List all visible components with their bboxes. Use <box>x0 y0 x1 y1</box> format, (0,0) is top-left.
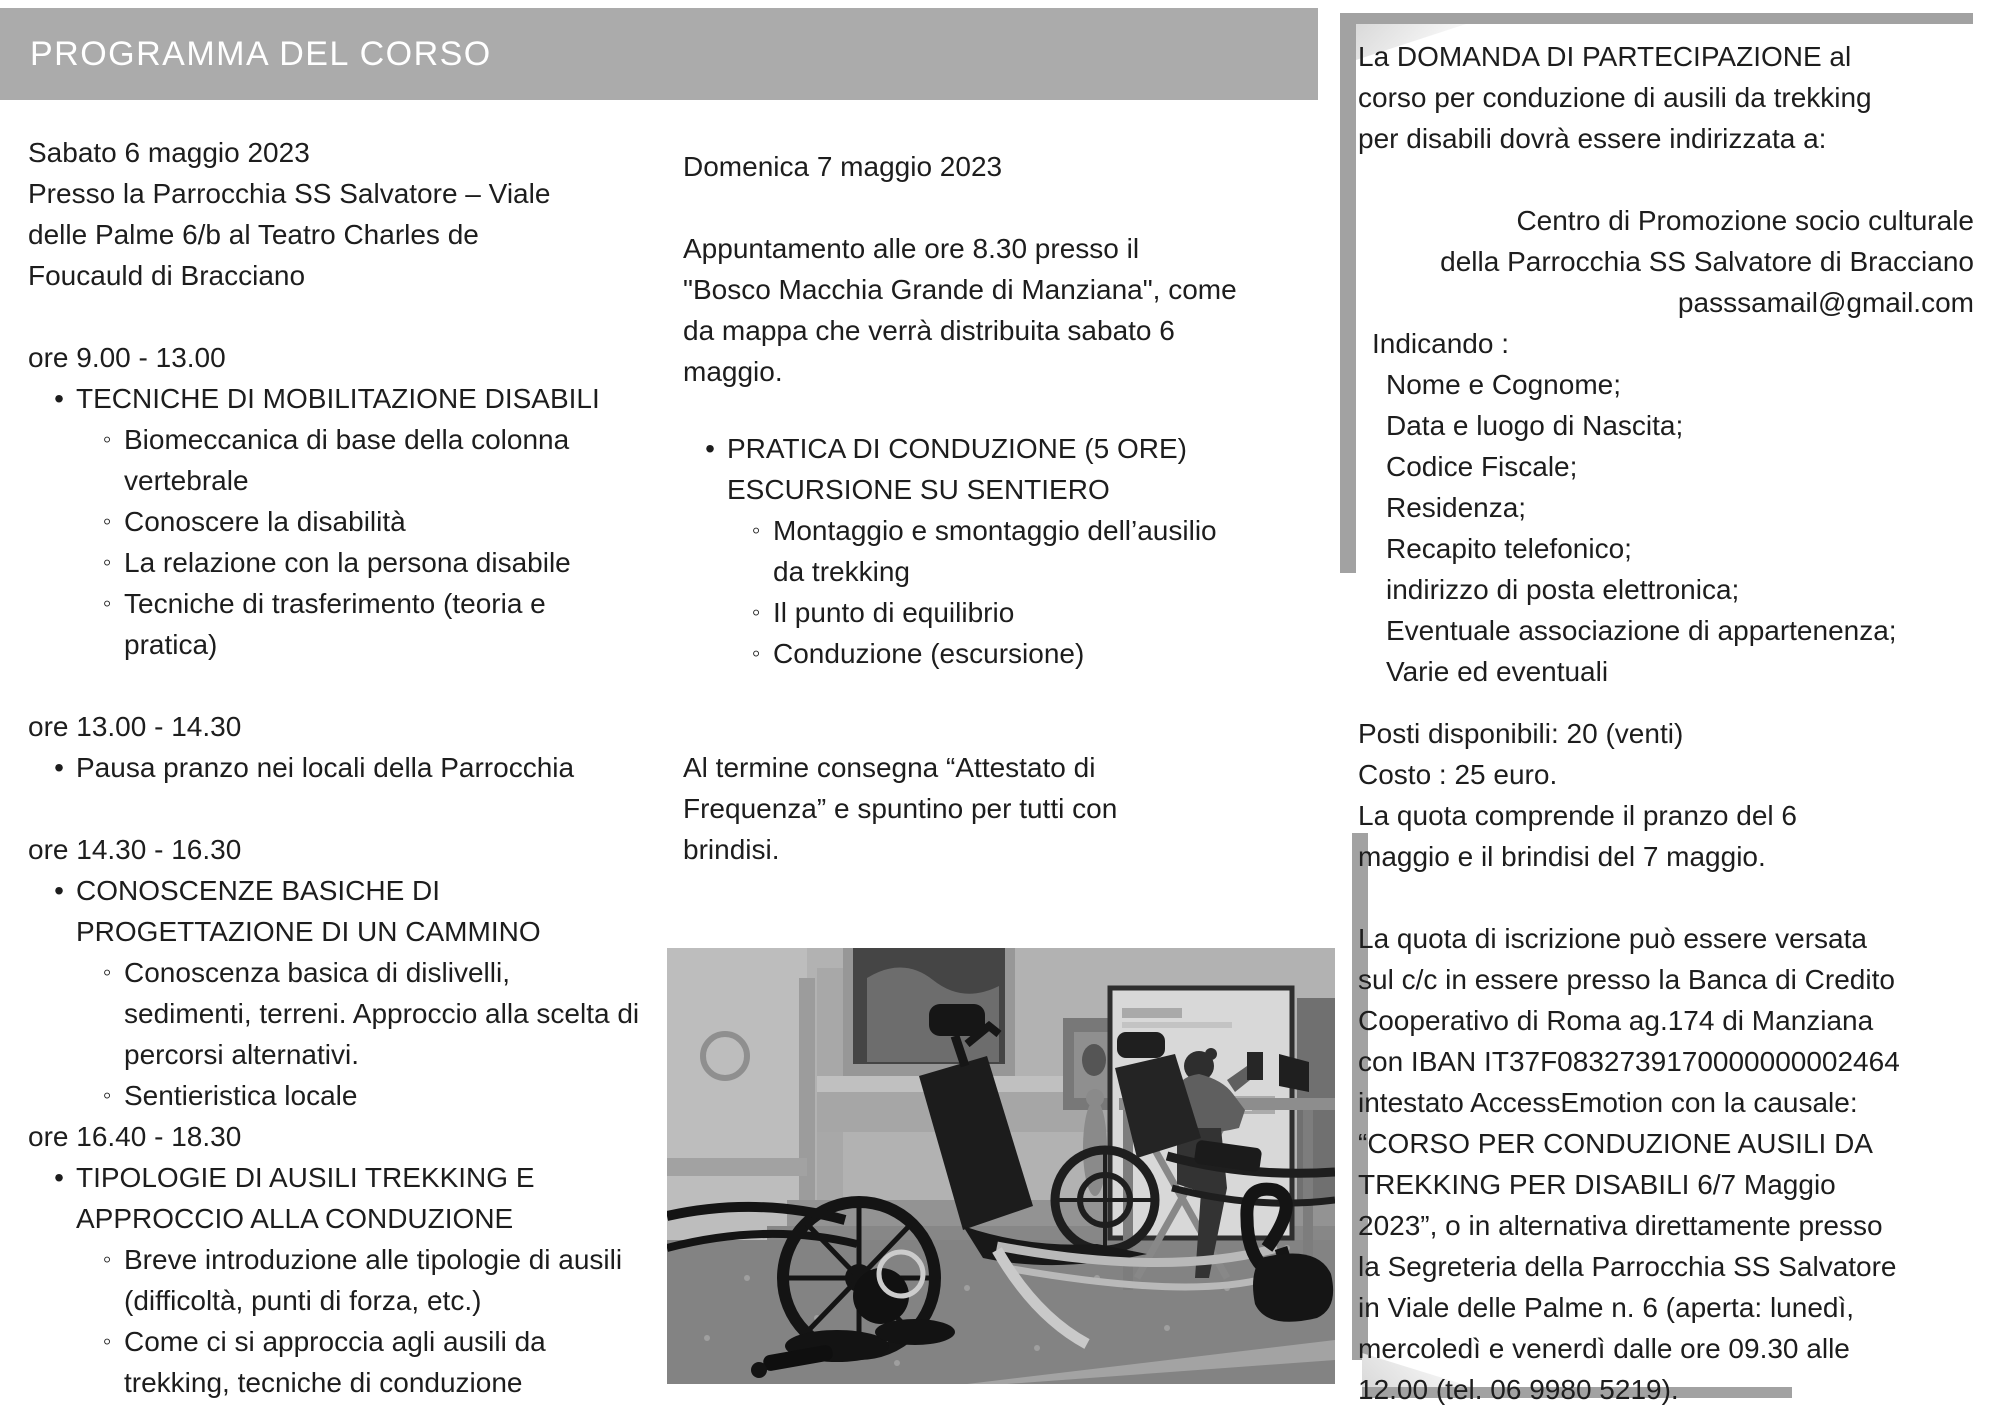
list-subitem: ◦ Come ci si approccia agli ausili da trekking, tecniche di conduzione <box>90 1321 668 1403</box>
payment-line: intestato AccessEmotion con la causale: <box>1358 1087 1858 1118</box>
indicando-list <box>1358 364 1974 692</box>
bullet-icon: • <box>705 433 715 464</box>
list-subitem: ◦ Conoscenza basica di dislivelli, sedimenti, terreni. Approccio alla scelta di percorsi alternativi. <box>90 952 668 1075</box>
circle-bullet-icon: ◦ <box>102 959 112 986</box>
cost: Costo : 25 euro. <box>1358 759 1558 790</box>
application-line: La DOMANDA DI PARTECIPAZIONE al <box>1358 41 1852 72</box>
iban-line: con IBAN IT37F0832739170000000002464 <box>1358 1046 1900 1077</box>
list-subitem: ◦ Il punto di equilibrio <box>739 592 1333 633</box>
list-subitem: ◦ Sentieristica locale <box>90 1075 668 1116</box>
payment-line: La quota di iscrizione può essere versata <box>1358 923 1867 954</box>
indicando-item: Nome e Cognome; <box>1386 369 1622 400</box>
session-block <box>28 337 668 665</box>
venue-line: delle Palme 6/b al Teatro Charles de <box>28 219 479 250</box>
phone-line: 12.00 (tel. 06 9980 5219). <box>1358 1374 1679 1405</box>
meeting-line: da mappa che verrà distribuita sabato 6 <box>683 315 1175 346</box>
saturday-date-heading: Sabato 6 maggio 2023 <box>28 137 310 168</box>
application-line: per disabili dovrà essere indirizzata a: <box>1358 123 1827 154</box>
fee-includes-line: maggio e il brindisi del 7 maggio. <box>1358 841 1766 872</box>
middle-column <box>683 146 1333 870</box>
session-block <box>28 706 668 788</box>
meeting-info <box>683 228 1333 392</box>
application-intro <box>1358 36 1974 159</box>
indicando-item: Eventuale associazione di appartenenza; <box>1386 615 1897 646</box>
circle-bullet-icon: ◦ <box>751 640 761 667</box>
closing-line: brindisi. <box>683 834 780 865</box>
circle-bullet-icon: ◦ <box>102 1328 112 1355</box>
list-subitem: ◦ Conoscere la disabilità <box>90 501 668 542</box>
bullet-icon: • <box>54 875 64 906</box>
indicando-item: indirizzo di posta elettronica; <box>1386 574 1740 605</box>
circle-bullet-icon: ◦ <box>102 426 112 453</box>
sunday-date-heading: Domenica 7 maggio 2023 <box>683 151 1003 182</box>
session-time: ore 9.00 - 13.00 <box>28 342 226 373</box>
circle-bullet-icon: ◦ <box>102 1082 112 1109</box>
closing-note <box>683 747 1333 870</box>
meeting-line: "Bosco Macchia Grande di Manziana", come <box>683 274 1237 305</box>
list-item: • TECNICHE DI MOBILITAZIONE DISABILI <box>42 378 668 419</box>
bullet-icon: • <box>54 752 64 783</box>
list-item: • PRATICA DI CONDUZIONE (5 ORE) ESCURSIONE SU SENTIERO <box>693 428 1333 510</box>
application-line: corso per conduzione di ausili da trekking <box>1358 82 1872 113</box>
circle-bullet-icon: ◦ <box>751 599 761 626</box>
left-column <box>28 132 668 1403</box>
list-subitem: ◦ La relazione con la persona disabile <box>90 542 668 583</box>
bullet-icon: • <box>54 383 64 414</box>
indicando-item: Recapito telefonico; <box>1386 533 1632 564</box>
indicando-item: Codice Fiscale; <box>1386 451 1578 482</box>
list-item: • TIPOLOGIE DI AUSILI TREKKING E APPROCCIO ALLA CONDUZIONE <box>42 1157 668 1239</box>
course-photo <box>667 948 1335 1384</box>
payment-block <box>1358 918 1974 1410</box>
payment-line: la Segreteria della Parrocchia SS Salvatore <box>1358 1251 1897 1282</box>
circle-bullet-icon: ◦ <box>102 1246 112 1273</box>
seats-available: Posti disponibili: 20 (venti) <box>1358 718 1684 749</box>
course-photo-illustration <box>667 948 1335 1384</box>
session-time: ore 14.30 - 16.30 <box>28 834 242 865</box>
payment-line: sul c/c in essere presso la Banca di Credito <box>1358 964 1895 995</box>
venue-block <box>28 173 668 296</box>
payment-line: Cooperativo di Roma ag.174 di Manziana <box>1358 1005 1874 1036</box>
list-subitem: ◦ Breve introduzione alle tipologie di ausili (difficoltà, punti di forza, etc.) <box>90 1239 668 1321</box>
circle-bullet-icon: ◦ <box>102 590 112 617</box>
indicando-item: Varie ed eventuali <box>1386 656 1609 687</box>
list-subitem: ◦ Conduzione (escursione) <box>739 633 1333 674</box>
practice-block <box>683 428 1333 674</box>
payment-line: in Viale delle Palme n. 6 (aperta: lunedì, <box>1358 1292 1855 1323</box>
address-block <box>1358 200 1974 323</box>
session-block <box>28 829 668 1116</box>
payment-line: mercoledì e venerdì dalle ore 09.30 alle <box>1358 1333 1850 1364</box>
indicando-item: Residenza; <box>1386 492 1527 523</box>
list-subitem: ◦ Biomeccanica di base della colonna vertebrale <box>90 419 668 501</box>
indicando-label: Indicando : <box>1372 328 1509 359</box>
meeting-line: Appuntamento alle ore 8.30 presso il <box>683 233 1140 264</box>
session-block <box>28 1116 668 1403</box>
circle-bullet-icon: ◦ <box>102 508 112 535</box>
list-item: • CONOSCENZE BASICHE DI PROGETTAZIONE DI UN CAMMINO <box>42 870 668 952</box>
list-subitem: ◦ Tecniche di trasferimento (teoria e pratica) <box>90 583 668 665</box>
session-time: ore 13.00 - 14.30 <box>28 711 242 742</box>
address-line: Centro di Promozione socio culturale <box>1516 205 1974 236</box>
list-subitem: ◦ Montaggio e smontaggio dell’ausilio da trekking <box>739 510 1333 592</box>
availability-block <box>1358 713 1974 877</box>
payment-line: 2023”, o in alternativa direttamente presso <box>1358 1210 1883 1241</box>
bullet-icon: • <box>54 1162 64 1193</box>
closing-line: Al termine consegna “Attestato di <box>683 752 1096 783</box>
payment-line: TREKKING PER DISABILI 6/7 Maggio <box>1358 1169 1836 1200</box>
fee-includes-line: La quota comprende il pranzo del 6 <box>1358 800 1797 831</box>
header-banner <box>0 8 1318 100</box>
list-item: • Pausa pranzo nei locali della Parrocchia <box>42 747 668 788</box>
session-time: ore 16.40 - 18.30 <box>28 1121 242 1152</box>
page-curl-left-bar-top <box>1340 13 1356 573</box>
closing-line: Frequenza” e spuntino per tutti con <box>683 793 1118 824</box>
email-address: passsamail@gmail.com <box>1677 287 1974 318</box>
address-line: della Parrocchia SS Salvatore di Bracciano <box>1440 246 1974 277</box>
payment-line: “CORSO PER CONDUZIONE AUSILI DA <box>1358 1128 1873 1159</box>
circle-bullet-icon: ◦ <box>102 549 112 576</box>
venue-line: Presso la Parrocchia SS Salvatore – Viale <box>28 178 551 209</box>
venue-line: Foucauld di Bracciano <box>28 260 306 291</box>
page-curl-top-bar <box>1356 13 1973 24</box>
registration-panel <box>1358 36 1974 1410</box>
indicando-item: Data e luogo di Nascita; <box>1386 410 1684 441</box>
circle-bullet-icon: ◦ <box>751 517 761 544</box>
meeting-line: maggio. <box>683 356 783 387</box>
page-title: PROGRAMMA DEL CORSO <box>30 35 492 73</box>
